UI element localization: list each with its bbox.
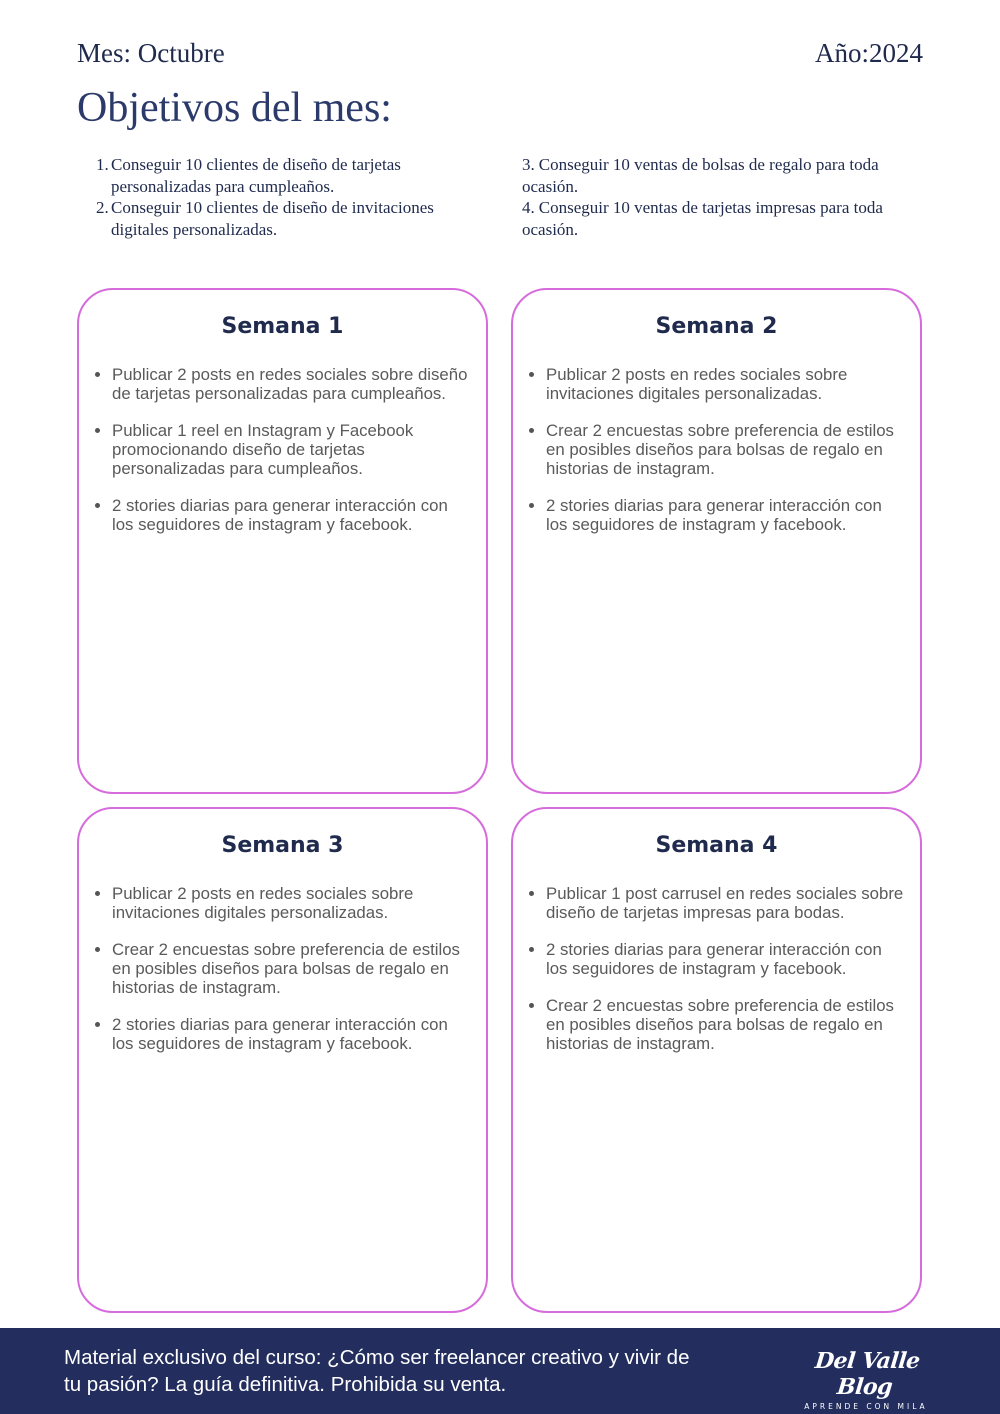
task-item: 2 stories diarias para generar interacción con los seguidores de instagram y facebook.	[112, 1015, 472, 1053]
task-item: 2 stories diarias para generar interacción con los seguidores de instagram y facebook.	[112, 496, 472, 534]
goal-text: Conseguir 10 ventas de bolsas de regalo para toda ocasión.	[522, 155, 879, 196]
goals-list-left	[96, 154, 491, 240]
task-item: Publicar 1 post carrusel en redes sociales sobre diseño de tarjetas impresas para bodas.	[546, 884, 906, 922]
week-2-card	[511, 288, 922, 794]
goal-number: 4.	[522, 198, 535, 217]
week-task-list	[546, 365, 906, 534]
footer-banner	[0, 1328, 1000, 1414]
goal-number: 1.	[96, 155, 109, 174]
goal-text: Conseguir 10 clientes de diseño de tarjetas personalizadas para cumpleaños.	[111, 155, 401, 196]
task-item: Publicar 2 posts en redes sociales sobre invitaciones digitales personalizadas.	[546, 365, 906, 403]
goal-text: Conseguir 10 ventas de tarjetas impresas para toda ocasión.	[522, 198, 883, 239]
task-item: Publicar 2 posts en redes sociales sobre invitaciones digitales personalizadas.	[112, 884, 472, 922]
week-title: Semana 3	[221, 833, 344, 858]
goal-item	[96, 154, 491, 197]
goals-title: Objetivos del mes:	[77, 85, 392, 131]
brand-logo	[796, 1348, 936, 1411]
week-task-list	[112, 884, 472, 1053]
week-4-card	[511, 807, 922, 1313]
goal-item	[96, 197, 491, 240]
task-item: Crear 2 encuestas sobre preferencia de estilos en posibles diseños para bolsas de regalo en historias de instagram.	[112, 940, 472, 997]
goal-number: 3.	[522, 155, 535, 174]
goal-item	[522, 197, 902, 240]
week-task-list	[112, 365, 472, 534]
brand-name: Del Valle Blog	[813, 1348, 922, 1400]
week-title: Semana 1	[221, 314, 344, 339]
task-item: Crear 2 encuestas sobre preferencia de estilos en posibles diseños para bolsas de regalo en historias de instagram.	[546, 996, 906, 1053]
goal-number: 2.	[96, 198, 109, 217]
week-3-card	[77, 807, 488, 1313]
year-label: Año:2024	[815, 38, 923, 68]
week-1-card	[77, 288, 488, 794]
month-label: Mes: Octubre	[77, 38, 225, 68]
brand-tagline: APRENDE CON MILA	[804, 1402, 928, 1411]
goal-text: Conseguir 10 clientes de diseño de invitaciones digitales personalizadas.	[111, 198, 434, 239]
goals-list-right	[522, 154, 902, 240]
goal-item	[522, 154, 902, 197]
week-task-list	[546, 884, 906, 1053]
task-item: Publicar 2 posts en redes sociales sobre diseño de tarjetas personalizadas para cumpleaños.	[112, 365, 472, 403]
task-item: 2 stories diarias para generar interacción con los seguidores de instagram y facebook.	[546, 940, 906, 978]
task-item: Publicar 1 reel en Instagram y Facebook promocionando diseño de tarjetas personalizadas para cumpleaños.	[112, 421, 472, 478]
task-item: Crear 2 encuestas sobre preferencia de estilos en posibles diseños para bolsas de regalo en historias de instagram.	[546, 421, 906, 478]
footer-disclaimer: Material exclusivo del curso: ¿Cómo ser freelancer creativo y vivir de tu pasión? La guía definitiva. Prohibida su venta.	[64, 1346, 690, 1396]
task-item: 2 stories diarias para generar interacción con los seguidores de instagram y facebook.	[546, 496, 906, 534]
week-title: Semana 4	[655, 833, 778, 858]
week-title: Semana 2	[655, 314, 778, 339]
